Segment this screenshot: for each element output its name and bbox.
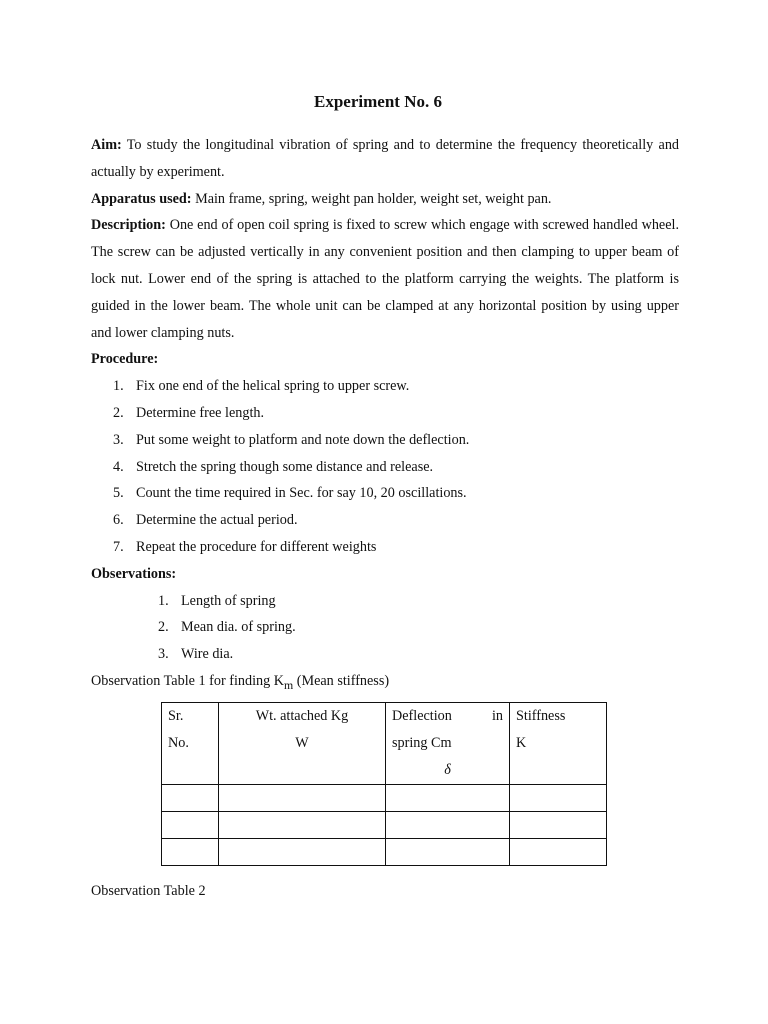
- procedure-step: [91, 480, 679, 507]
- observation-number: 2.: [158, 619, 169, 636]
- table-cell[interactable]: [162, 784, 219, 811]
- step-text: Repeat the procedure for different weights: [136, 538, 377, 555]
- header-weight-line2: W: [295, 734, 309, 751]
- table2-caption: Observation Table 2: [91, 883, 206, 899]
- procedure-step: [91, 427, 679, 454]
- step-number: 4.: [113, 458, 124, 475]
- step-number: 5.: [113, 485, 124, 502]
- page-title: Experiment No. 6: [314, 92, 442, 111]
- table-cell[interactable]: [219, 838, 386, 865]
- header-stiffness-line2: K: [516, 734, 527, 751]
- step-number: 3.: [113, 431, 124, 448]
- step-number: 2.: [113, 404, 124, 421]
- procedure-heading: Procedure:: [91, 351, 159, 368]
- table-cell[interactable]: [162, 838, 219, 865]
- observation-number: 1.: [158, 592, 169, 609]
- aim-paragraph: [91, 132, 679, 186]
- step-text: Put some weight to platform and note down the deflection.: [136, 431, 470, 448]
- step-text: Determine free length.: [136, 404, 265, 421]
- table-row: [162, 784, 607, 811]
- observation-number: 3.: [158, 646, 169, 663]
- header-stiffness: [510, 702, 607, 784]
- observations-list: [91, 588, 679, 668]
- description-text: One end of open coil spring is fixed to screw which engage with screwed handled wheel. The screw can be adjusted vertically in any convenient position and then clamping to upper beam of lock nut. Lower end of the spring is attached to the platform carrying the weights. The platform is guided in the lower beam. The whole unit can be clamped at any horizontal position by using upper and lower clamping nuts.: [91, 217, 679, 341]
- header-deflection-in: in: [491, 707, 503, 724]
- document-body: [91, 132, 679, 866]
- header-sr-line1: Sr.: [168, 707, 184, 724]
- aim-label: Aim:: [91, 137, 122, 153]
- table1-caption-suffix: (Mean stiffness): [293, 672, 390, 689]
- table1-caption: [91, 668, 679, 699]
- header-deflection-line1: [392, 703, 503, 730]
- observation-item: [91, 641, 679, 668]
- observation-text: Mean dia. of spring.: [181, 619, 296, 636]
- step-text: Determine the actual period.: [136, 512, 298, 529]
- table-cell[interactable]: [386, 784, 510, 811]
- observations-heading: Observations:: [91, 565, 177, 582]
- table-row: [162, 838, 607, 865]
- step-number: 1.: [113, 378, 124, 395]
- aim-text: To study the longitudinal vibration of spring and to determine the frequency theoretically and actually by experiment.: [91, 137, 679, 180]
- procedure-list: [91, 373, 679, 561]
- procedure-step: [91, 373, 679, 400]
- table-cell[interactable]: [219, 811, 386, 838]
- observation-text: Length of spring: [181, 592, 276, 609]
- step-number: 6.: [113, 512, 124, 529]
- procedure-step: [91, 454, 679, 481]
- table-cell[interactable]: [219, 784, 386, 811]
- table1-caption-subscript: m: [284, 677, 294, 692]
- header-deflection-symbol: δ: [444, 761, 451, 778]
- step-number: 7.: [113, 538, 124, 555]
- header-weight: [219, 702, 386, 784]
- observation-table-1: [161, 702, 607, 866]
- observation-item: [91, 588, 679, 615]
- header-deflection-word: Deflection: [392, 707, 452, 724]
- step-text: Stretch the spring though some distance and release.: [136, 458, 434, 475]
- step-text: Count the time required in Sec. for say 10, 20 oscillations.: [136, 485, 467, 502]
- apparatus-paragraph: [91, 186, 679, 213]
- header-deflection: [386, 702, 510, 784]
- description-label: Description:: [91, 217, 166, 234]
- header-stiffness-line1: Stiffness: [516, 707, 566, 724]
- header-sr-no: [162, 702, 219, 784]
- step-text: Fix one end of the helical spring to upper screw.: [136, 378, 410, 395]
- table-cell[interactable]: [510, 811, 607, 838]
- table1-caption-prefix: Observation Table 1 for finding K: [91, 672, 284, 689]
- apparatus-text: Main frame, spring, weight pan holder, weight set, weight pan.: [191, 190, 552, 207]
- observation-item: [91, 614, 679, 641]
- apparatus-label: Apparatus used:: [91, 190, 192, 207]
- table-cell[interactable]: [386, 811, 510, 838]
- header-sr-line2: No.: [168, 734, 189, 751]
- description-paragraph: [91, 212, 679, 346]
- table-cell[interactable]: [510, 784, 607, 811]
- table-cell[interactable]: [510, 838, 607, 865]
- table-header-row: [162, 702, 607, 784]
- header-weight-line1: Wt. attached Kg: [255, 707, 349, 724]
- procedure-step: [91, 534, 679, 561]
- procedure-step: [91, 400, 679, 427]
- table-cell[interactable]: [386, 838, 510, 865]
- observation-text: Wire dia.: [181, 646, 234, 663]
- procedure-step: [91, 507, 679, 534]
- table-cell[interactable]: [162, 811, 219, 838]
- table-row: [162, 811, 607, 838]
- header-deflection-line2: spring Cm: [392, 734, 452, 751]
